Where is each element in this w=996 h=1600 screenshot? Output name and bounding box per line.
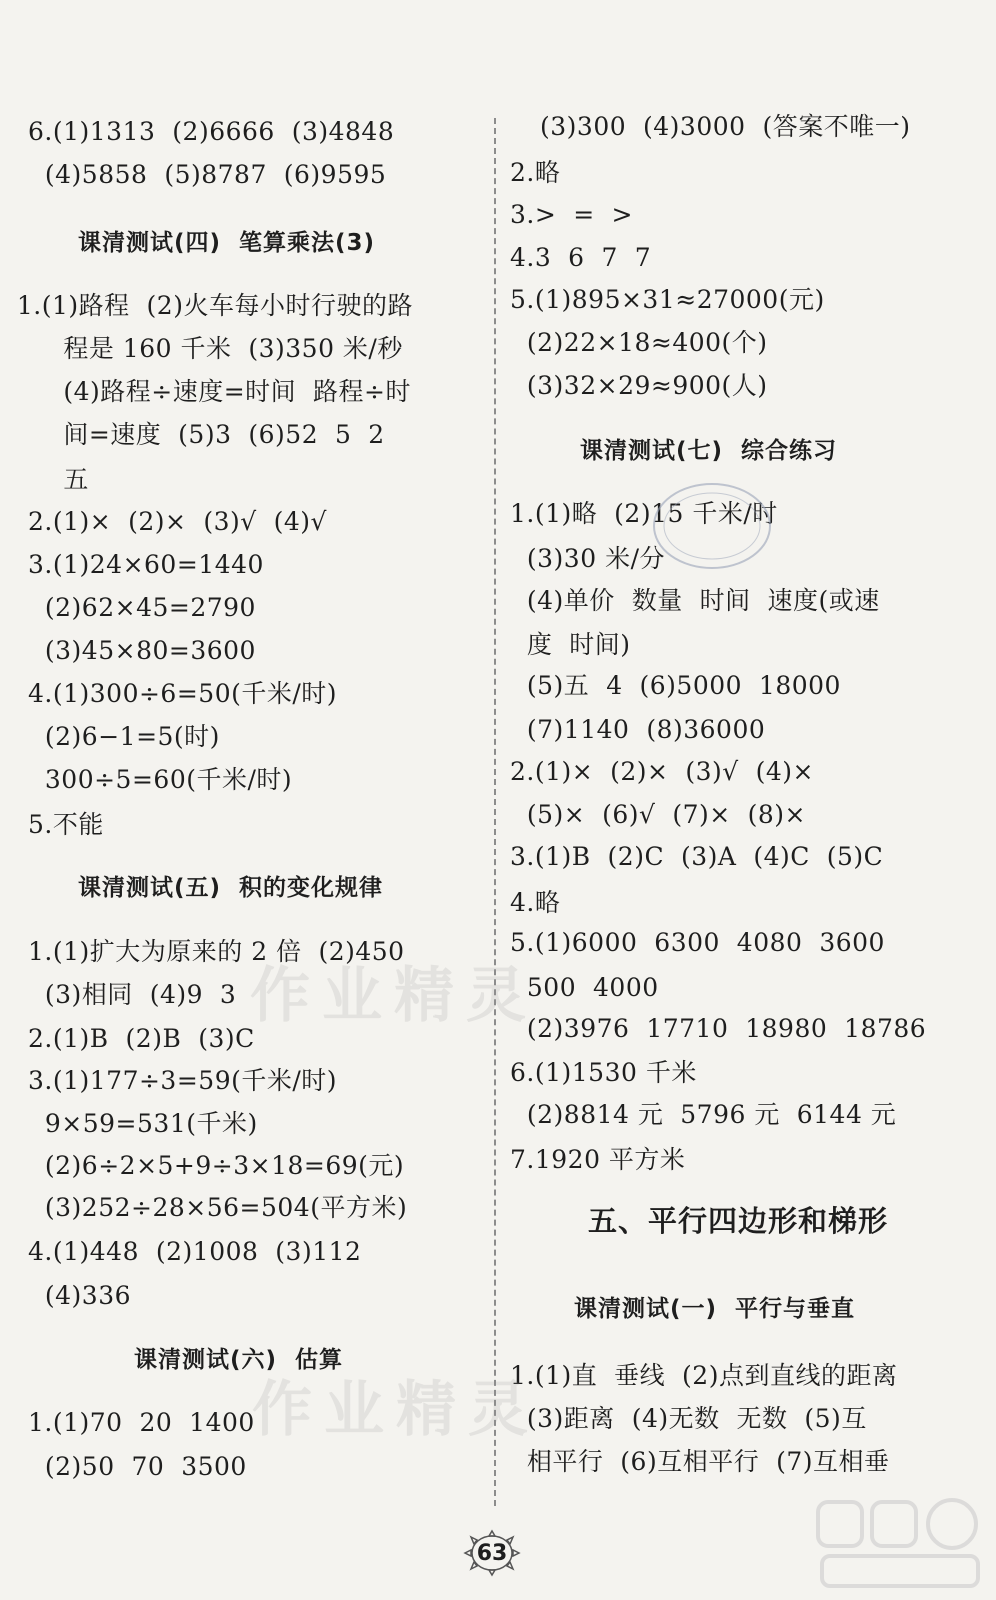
- answer-line: 1.(1)直 垂线 (2)点到直线的距离: [510, 1361, 898, 1390]
- answer-line: 3.(1)24×60=1440: [28, 550, 264, 579]
- answer-line: 2.(1)× (2)× (3)√ (4)×: [510, 757, 814, 786]
- answer-line: 1.(1)扩大为原来的 2 倍 (2)450: [28, 937, 405, 966]
- section-heading: 课清测试(四) 笔算乘法(3): [78, 230, 376, 256]
- answer-line: (4)单价 数量 时间 速度(或速: [510, 586, 880, 615]
- answer-line: (4)5858 (5)8787 (6)9595: [28, 160, 387, 189]
- answer-line: 4.(1)448 (2)1008 (3)112: [28, 1237, 362, 1266]
- watermark: 作业精灵: [252, 1375, 540, 1445]
- section-heading: 课清测试(一) 平行与垂直: [574, 1296, 856, 1322]
- section-heading: 课清测试(五) 积的变化规律: [78, 875, 384, 901]
- answer-line: 5.(1)895×31≈27000(元): [510, 285, 825, 314]
- watermark: 作业精灵: [250, 961, 538, 1031]
- answer-line: (2)3976 17710 18980 18786: [510, 1014, 927, 1043]
- answer-line: 相平行 (6)互相平行 (7)互相垂: [510, 1447, 890, 1476]
- answer-line: (2)8814 元 5796 元 6144 元: [510, 1100, 897, 1129]
- answer-line: 4.3 6 7 7: [510, 243, 652, 272]
- answer-line: (3)距离 (4)无数 无数 (5)互: [510, 1404, 867, 1433]
- answer-line: (5)× (6)√ (7)× (8)×: [510, 800, 806, 829]
- answer-line: (2)6÷2×5+9÷3×18=69(元): [28, 1151, 405, 1180]
- stamp-icon: [650, 480, 774, 572]
- page-number: 63: [459, 1529, 525, 1577]
- answer-line: 300÷5=60(千米/时): [28, 765, 293, 794]
- answer-line: 度 时间): [510, 630, 631, 659]
- section-title: 五、平行四边形和梯形: [588, 1204, 889, 1238]
- answer-line: 5.(1)6000 6300 4080 3600: [510, 928, 885, 957]
- answer-line: 五: [38, 465, 89, 494]
- answer-line: (2)22×18≈400(个): [510, 328, 768, 357]
- answer-line: (5)五 4 (6)5000 18000: [510, 671, 841, 700]
- answer-line: 1.(1)70 20 1400: [28, 1408, 255, 1437]
- answer-line: (3)30 米/分: [510, 544, 665, 573]
- answer-line: 5.不能: [28, 810, 104, 839]
- answer-line: (3)32×29≈900(人): [510, 371, 768, 400]
- answer-line: 间=速度 (5)3 (6)52 5 2: [38, 420, 385, 449]
- answer-line: (2)62×45=2790: [28, 593, 256, 622]
- column-divider: [494, 118, 496, 1506]
- answer-line: 2.(1)× (2)× (3)√ (4)√: [28, 507, 327, 536]
- answer-line: 6.(1)1530 千米: [510, 1058, 697, 1087]
- section-heading: 课清测试(七) 综合练习: [580, 438, 838, 464]
- site-logo-icon: [812, 1494, 988, 1594]
- answer-line: (3)252÷28×56=504(平方米): [28, 1193, 408, 1222]
- answer-line: 3.> = >: [510, 200, 633, 229]
- answer-line: 9×59=531(千米): [28, 1109, 258, 1138]
- answer-line: 2.(1)B (2)B (3)C: [28, 1024, 255, 1053]
- answer-line: (3)45×80=3600: [28, 636, 256, 665]
- answer-line: (3)相同 (4)9 3: [28, 980, 237, 1009]
- answer-line: 7.1920 平方米: [510, 1145, 686, 1174]
- answer-line: (2)50 70 3500: [28, 1452, 247, 1481]
- answer-line: 1.(1)路程 (2)火车每小时行驶的路: [0, 291, 413, 320]
- answer-line: (4)336: [28, 1281, 132, 1310]
- answer-line: 4.略: [510, 888, 561, 917]
- answer-line: 3.(1)177÷3=59(千米/时): [28, 1066, 338, 1095]
- answer-line: (2)6−1=5(时): [28, 722, 220, 751]
- answer-line: 500 4000: [510, 973, 659, 1002]
- answer-line: (3)300 (4)3000 (答案不唯一): [540, 112, 911, 141]
- answer-line: (7)1140 (8)36000: [510, 715, 766, 744]
- answer-line: 程是 160 千米 (3)350 米/秒: [38, 334, 403, 363]
- answer-line: 6.(1)1313 (2)6666 (3)4848: [28, 117, 395, 146]
- section-heading: 课清测试(六) 估算: [134, 1347, 344, 1373]
- answer-line: 2.略: [510, 158, 561, 187]
- answer-line: (4)路程÷速度=时间 路程÷时: [38, 377, 411, 406]
- answer-line: 1.(1)略 (2)15 千米/时: [510, 499, 778, 528]
- answer-line: 3.(1)B (2)C (3)A (4)C (5)C: [510, 842, 884, 871]
- answer-line: 4.(1)300÷6=50(千米/时): [28, 679, 338, 708]
